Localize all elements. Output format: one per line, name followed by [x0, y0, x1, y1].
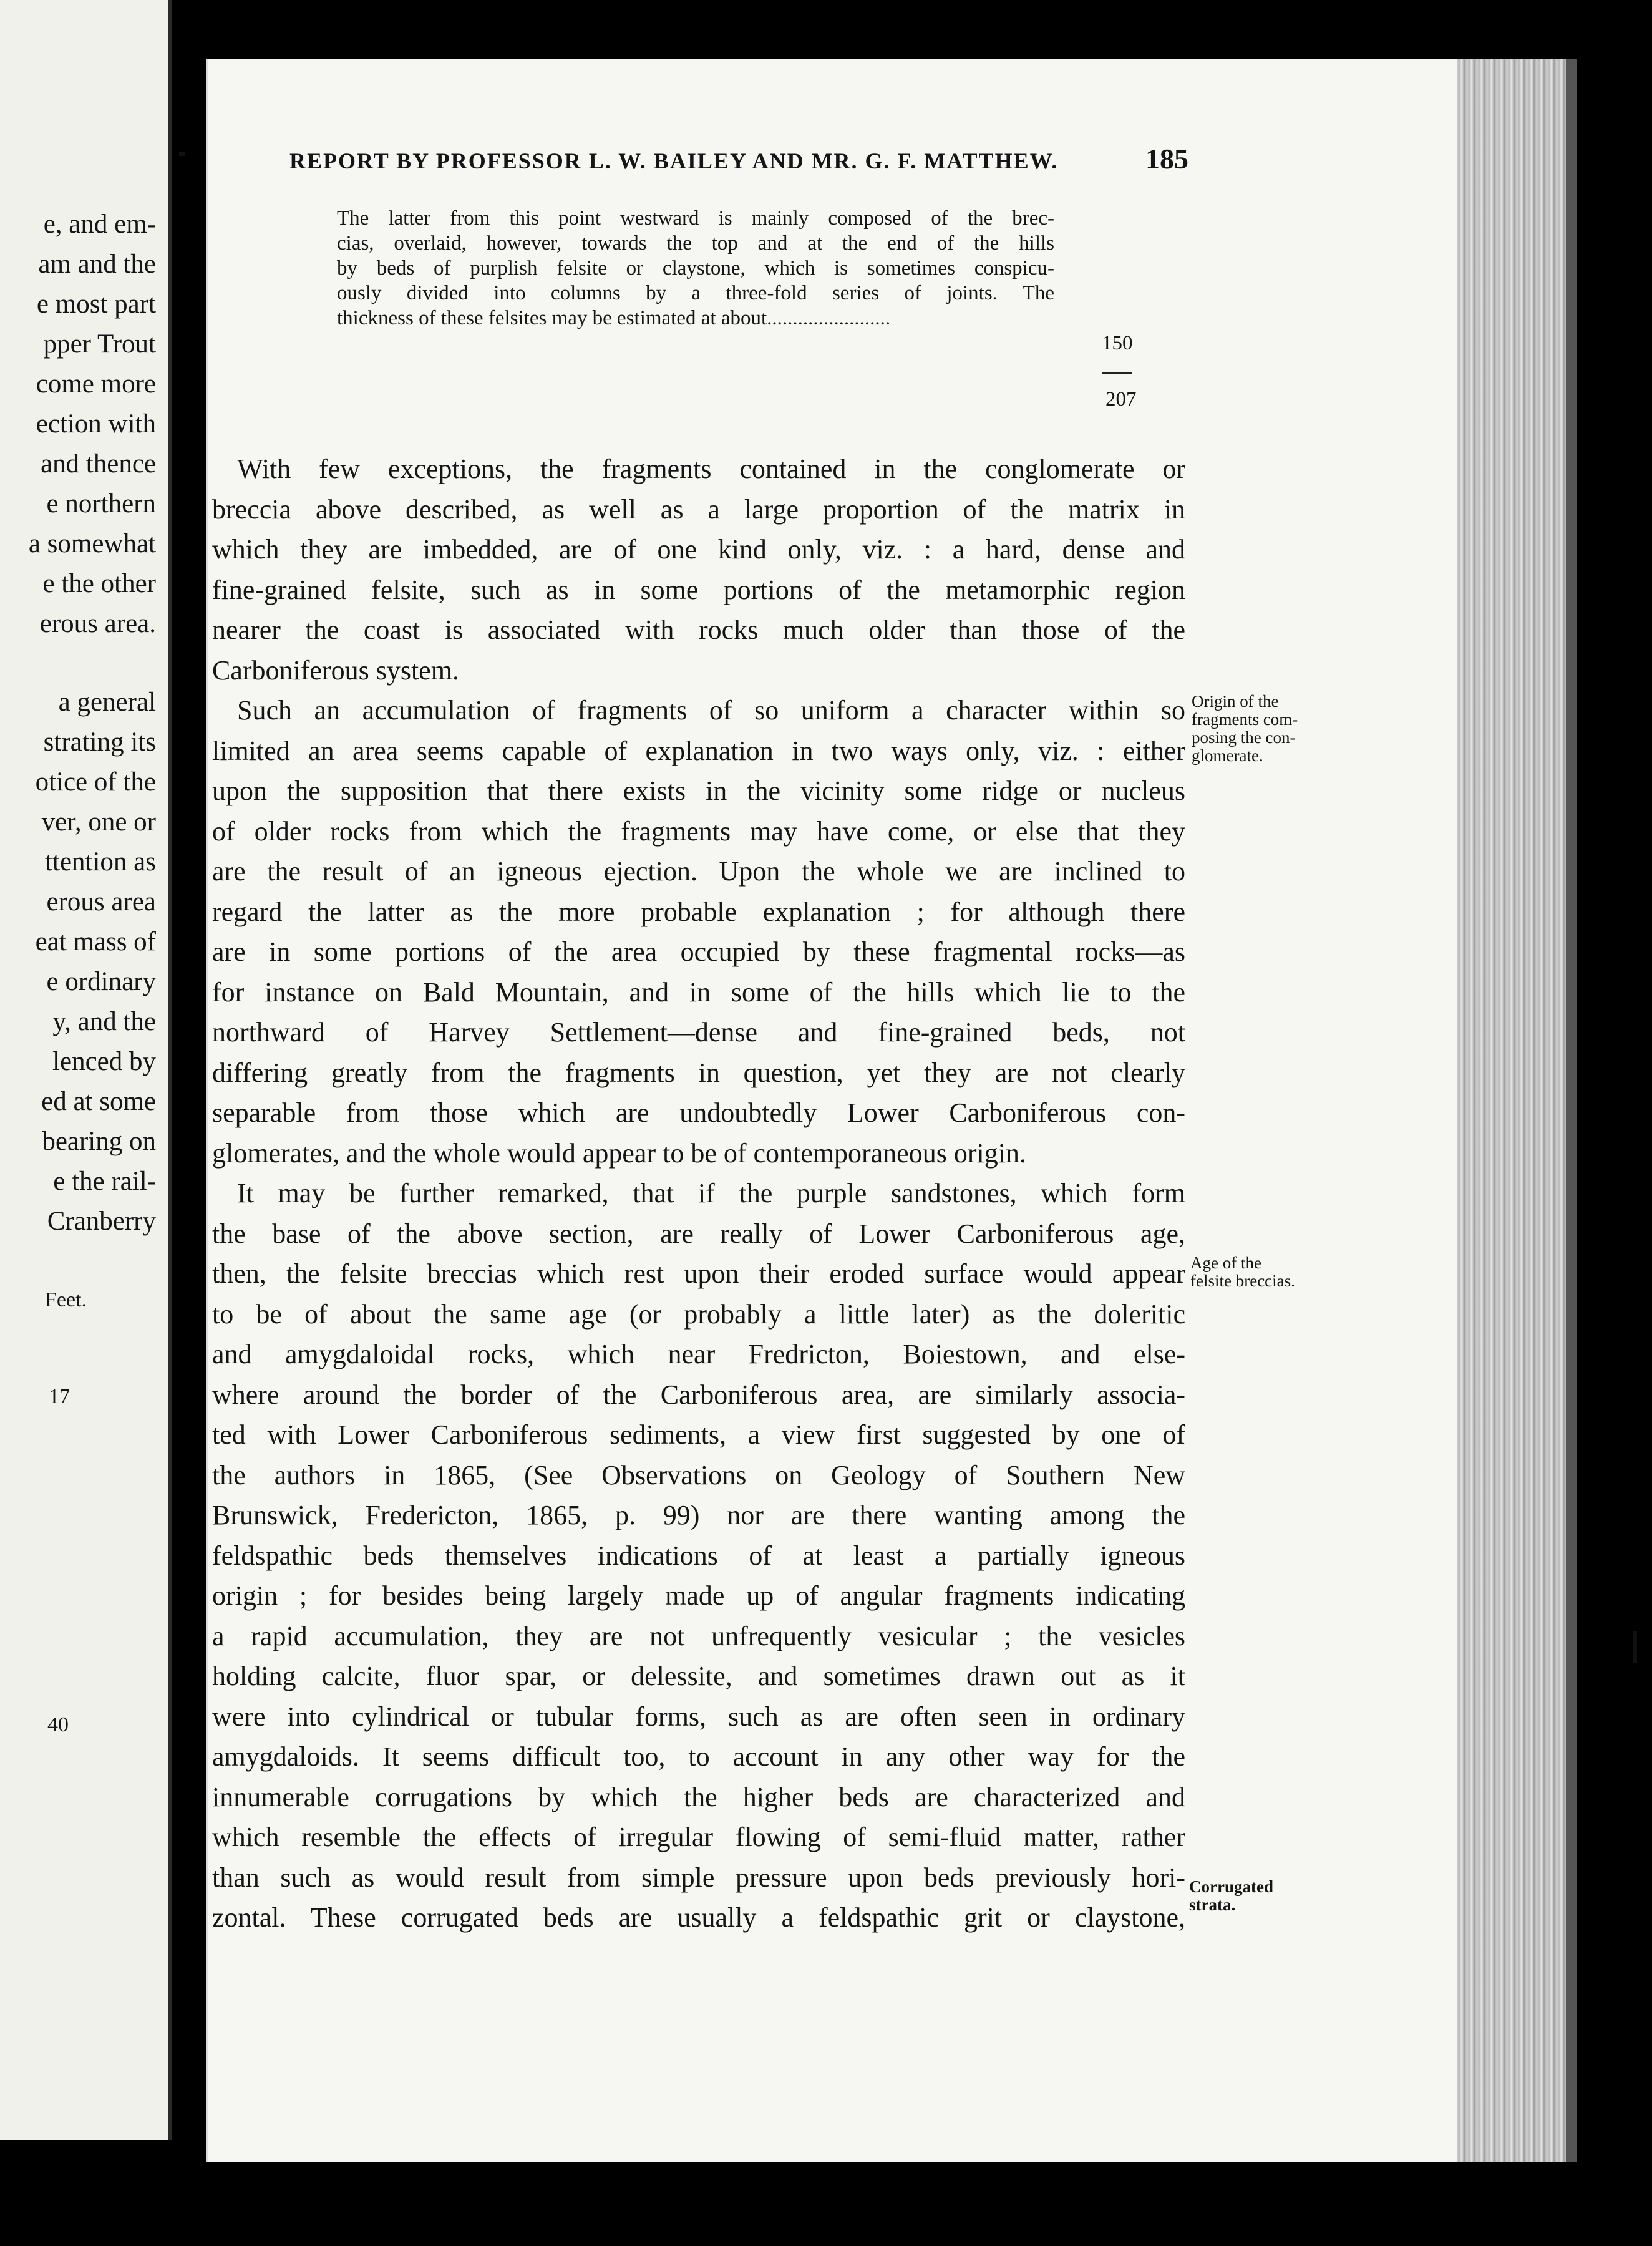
body-line: breccia above described, as well as a large proportion of the matrix in	[212, 493, 1185, 525]
left-page-line: e northern	[46, 489, 156, 518]
left-number-17: 17	[49, 1385, 70, 1408]
body-line: innumerable corrugations by which the higher beds are characterized and	[212, 1781, 1185, 1812]
body-line: separable from those which are undoubtedly Lower Carboniferous con-	[212, 1097, 1185, 1128]
body-line: were into cylindrical or tubular forms, such as are often seen in ordinary	[212, 1701, 1185, 1732]
body-line: than such as would result from simple pressure upon beds previously hori-	[212, 1862, 1185, 1893]
body-line: where around the border of the Carboniferous area, are similarly associa-	[212, 1379, 1185, 1410]
left-page-line: erous area.	[39, 609, 156, 638]
left-page-line: ed at some	[41, 1087, 156, 1116]
body-line: origin ; for besides being largely made up of angular fragments indicating	[212, 1580, 1185, 1611]
body-line: then, the felsite breccias which rest upon their eroded surface would appear	[212, 1258, 1185, 1289]
left-page-line: bearing on	[42, 1127, 156, 1156]
thickness-value: 150	[1102, 332, 1133, 354]
margin-note-line: Corrugated	[1189, 1877, 1273, 1896]
left-page-line: e the rail-	[53, 1167, 156, 1196]
left-page-line: e ordinary	[46, 967, 156, 996]
body-line: the base of the above section, are really of Lower Carboniferous age,	[212, 1218, 1185, 1249]
page-edge-stack	[1457, 59, 1575, 2162]
table-line: thickness of these felsites may be estimated at about........................	[337, 307, 891, 329]
body-line: ted with Lower Carboniferous sediments, a view first suggested by one of	[212, 1419, 1185, 1450]
page-number: 185	[1145, 143, 1188, 175]
body-line: glomerates, and the whole would appear to be of contemporaneous origin.	[212, 1137, 1026, 1169]
left-facing-page	[0, 0, 172, 2140]
margin-note-corrugated	[1189, 1878, 1273, 1914]
body-line: are the result of an igneous ejection. Upon the whole we are inclined to	[212, 856, 1185, 887]
body-line: regard the latter as the more probable explanation ; for although there	[212, 896, 1185, 927]
body-line: are in some portions of the area occupied by these fragmental rocks—as	[212, 936, 1185, 967]
scan-mark	[1633, 1631, 1637, 1663]
body-line: Carboniferous system.	[212, 654, 459, 686]
body-line: the authors in 1865, (See Observations on Geology of Southern New	[212, 1459, 1185, 1490]
margin-note-age	[1190, 1254, 1295, 1290]
left-page-line: lenced by	[52, 1047, 156, 1076]
left-page-line: ver, one or	[41, 807, 156, 837]
left-page-line: e most part	[36, 289, 156, 319]
body-line: Such an accumulation of fragments of so uniform a character within so	[237, 695, 1185, 726]
left-page-line: ttention as	[45, 847, 156, 877]
body-line: differing greatly from the fragments in question, yet they are not clearly	[212, 1057, 1185, 1088]
body-line: zontal. These corrugated beds are usually a feldspathic grit or claystone,	[212, 1902, 1185, 1933]
body-line: northward of Harvey Settlement—dense and fine-grained beds, not	[212, 1017, 1185, 1048]
body-text	[212, 449, 1185, 1938]
left-page-line: come more	[36, 369, 156, 399]
section-table	[337, 206, 1148, 331]
left-page-line: a somewhat	[28, 529, 156, 558]
body-line: upon the supposition that there exists in the vicinity some ridge or nucleus	[212, 775, 1185, 806]
body-line: holding calcite, fluor spar, or delessite, and sometimes drawn out as it	[212, 1661, 1185, 1691]
running-header: REPORT BY PROFESSOR L. W. BAILEY AND MR. G. F. MATTHEW.	[289, 148, 1059, 173]
scan-mark	[179, 152, 185, 156]
sum-rule	[1102, 372, 1132, 374]
body-line: limited an area seems capable of explanation in two ways only, viz. : either	[212, 735, 1185, 766]
margin-note-line: felsite breccias.	[1190, 1271, 1295, 1290]
body-line: which resemble the effects of irregular flowing of semi-fluid matter, rather	[212, 1822, 1185, 1852]
left-page-line: y, and the	[52, 1007, 156, 1036]
body-line: a rapid accumulation, they are not unfrequently vesicular ; the vesicles	[212, 1620, 1185, 1651]
body-line: of older rocks from which the fragments may have come, or else that they	[212, 815, 1185, 847]
feet-label: Feet.	[45, 1288, 87, 1311]
table-line: by beds of purplish felsite or claystone, which is sometimes conspicu-	[337, 257, 1054, 280]
body-line: feldspathic beds themselves indications of at least a partially igneous	[212, 1540, 1185, 1571]
left-page-line: otice of the	[35, 767, 156, 797]
margin-note-origin	[1192, 693, 1298, 765]
body-line: It may be further remarked, that if the purple sandstones, which form	[237, 1178, 1185, 1208]
left-page-line: am and the	[38, 250, 156, 279]
left-page-line: eat mass of	[35, 927, 156, 956]
body-line: and amygdaloidal rocks, which near Fredricton, Boiestown, and else-	[212, 1339, 1185, 1369]
margin-note-line: Age of the	[1190, 1253, 1261, 1272]
left-page-line: strating its	[43, 727, 156, 757]
body-line: amygdaloids. It seems difficult too, to account in any other way for the	[212, 1741, 1185, 1772]
body-line: fine-grained felsite, such as in some portions of the metamorphic region	[212, 574, 1185, 605]
left-page-line: e, and em-	[43, 210, 156, 239]
body-line: for instance on Bald Mountain, and in some of the hills which lie to the	[212, 976, 1185, 1008]
body-line: nearer the coast is associated with rocks much older than those of the	[212, 615, 1185, 645]
left-page-line: Cranberry	[47, 1207, 156, 1236]
margin-note-line: strata.	[1189, 1895, 1236, 1914]
margin-note-line: Origin of the	[1192, 692, 1279, 711]
table-line: cias, overlaid, however, towards the top and at the end of the hills	[337, 232, 1054, 255]
page-edge-shadow	[1566, 59, 1577, 2162]
left-page-line: e the other	[42, 569, 156, 598]
left-page-line: ection with	[36, 409, 156, 439]
table-line: ously divided into columns by a three-fold series of joints. The	[337, 282, 1054, 304]
body-line: to be of about the same age (or probably a little later) as the doleritic	[212, 1298, 1185, 1330]
margin-note-line: posing the con-	[1192, 728, 1296, 747]
table-line: The latter from this point westward is mainly composed of the brec-	[337, 207, 1054, 230]
thickness-total: 207	[1105, 388, 1137, 411]
margin-note-line: fragments com-	[1192, 710, 1298, 729]
left-page-line: erous area	[46, 887, 156, 916]
body-line: With few exceptions, the fragments contained in the conglomerate or	[237, 454, 1185, 484]
body-line: Brunswick, Fredericton, 1865, p. 99) nor are there wanting among the	[212, 1500, 1185, 1530]
body-line: which they are imbedded, are of one kind only, viz. : a hard, dense and	[212, 534, 1185, 565]
margin-note-line: glomerate.	[1192, 746, 1263, 765]
left-page-line: and thence	[40, 449, 156, 479]
left-number-40: 40	[47, 1713, 69, 1736]
left-page-line: pper Trout	[43, 329, 156, 359]
left-page-line: a general	[58, 688, 156, 717]
